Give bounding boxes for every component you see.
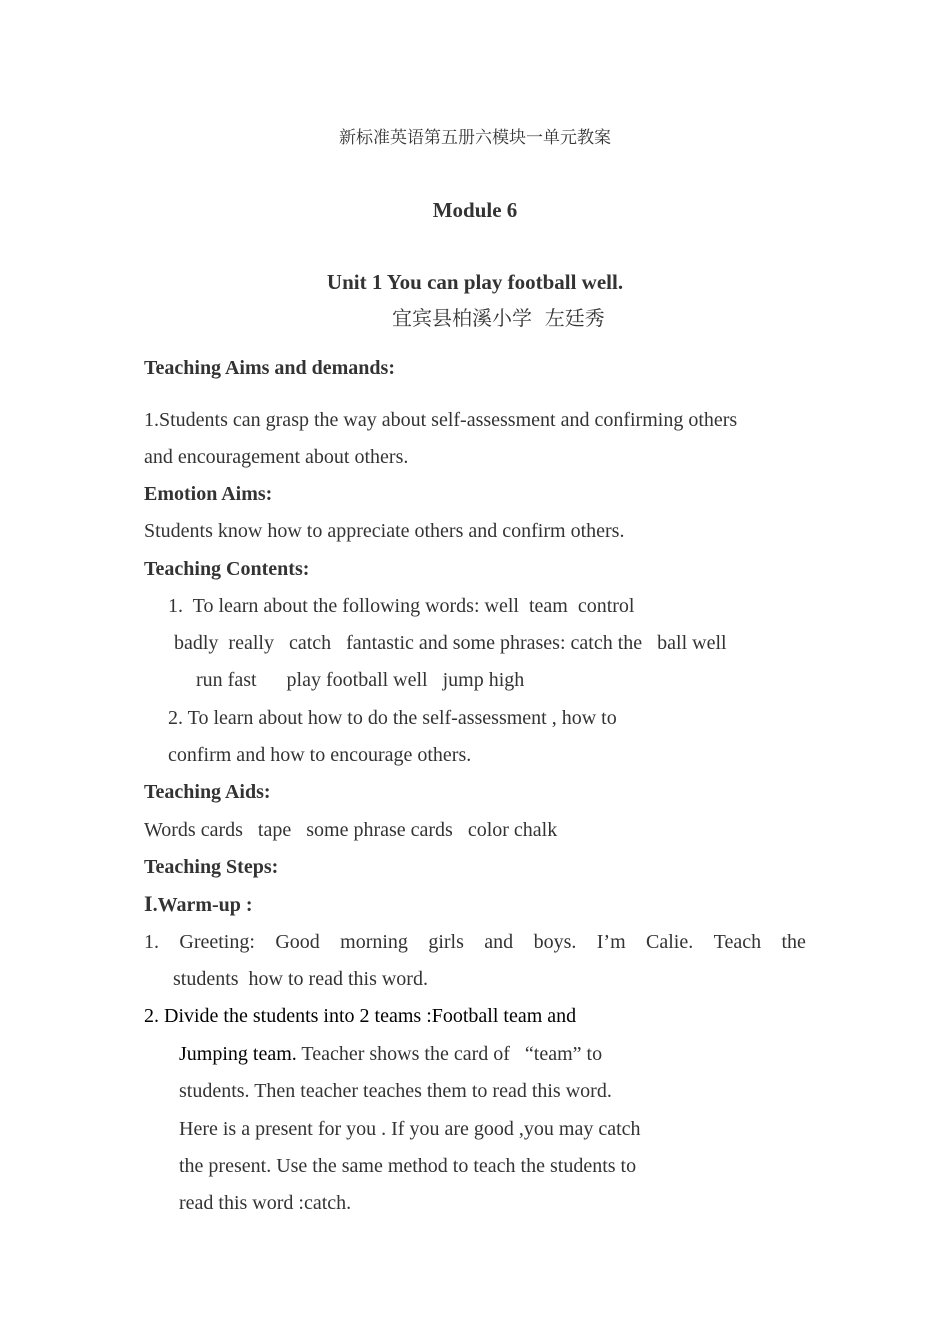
greeting-word: Greeting: (179, 931, 255, 953)
divide-teams-line-6: read this word :catch. (179, 1192, 352, 1214)
emotion-aims-heading: Emotion Aims: (144, 483, 273, 505)
contents-item-1-line-3: run fast play football well jump high (196, 669, 525, 691)
emotion-aims-text: Students know how to appreciate others and confirm others. (144, 520, 625, 542)
warm-up-label: .Warm-up : (152, 894, 253, 916)
jumping-team-text: Jumping team. (179, 1043, 297, 1065)
greeting-word: Good (275, 931, 320, 953)
greeting-word: Calie. (646, 931, 694, 953)
divide-teams-line-2 (179, 1042, 602, 1066)
greeting-word: I’m (596, 931, 626, 953)
warm-up-heading (144, 892, 253, 917)
aims-text-line-2: and encouragement about others. (144, 446, 409, 468)
divide-teams-line-4: Here is a present for you . If you are good ,you may catch (179, 1118, 641, 1140)
author-line: 宜宾县柏溪小学 左廷秀 (392, 306, 605, 330)
teaching-aids-text: Words cards tape some phrase cards color chalk (144, 819, 558, 841)
divide-teams-line-3: students. Then teacher teaches them to read this word. (179, 1080, 612, 1102)
greeting-word: morning (340, 931, 408, 953)
divide-teams-line-5: the present. Use the same method to teach the students to (179, 1155, 637, 1177)
greeting-word: boys. (533, 931, 577, 953)
aims-text-line-1: 1.Students can grasp the way about self-assessment and confirming others (144, 409, 738, 431)
divide-teams-line-1: 2. Divide the students into 2 teams :Football team and (144, 1005, 577, 1027)
teaching-aids-heading: Teaching Aids: (144, 781, 271, 803)
greeting-word: Teach (713, 931, 762, 953)
contents-item-1-line-1: 1. To learn about the following words: well team control (168, 595, 635, 617)
greeting-word: the (781, 931, 806, 953)
greeting-word: and (484, 931, 514, 953)
greeting-line-2: students how to read this word. (173, 968, 428, 990)
document-title: 新标准英语第五册六模块一单元教案 (339, 128, 611, 148)
teaching-steps-heading: Teaching Steps: (144, 856, 279, 878)
aims-heading: Teaching Aims and demands: (144, 357, 395, 379)
teacher-shows-card-text: Teacher shows the card of “team” to (296, 1043, 603, 1065)
greeting-word: 1. (144, 931, 159, 953)
greeting-line (144, 930, 806, 954)
module-heading: Module 6 (432, 198, 518, 222)
contents-item-2-line-1: 2. To learn about how to do the self-assessment , how to (168, 707, 617, 729)
contents-item-2-line-2: confirm and how to encourage others. (168, 744, 472, 766)
teaching-contents-heading: Teaching Contents: (144, 558, 310, 580)
unit-heading: Unit 1 You can play football well. (326, 270, 624, 294)
greeting-word: girls (428, 931, 464, 953)
contents-item-1-line-2: badly really catch fantastic and some phrases: catch the ball well (174, 632, 727, 654)
roman-numeral-one: I (144, 891, 153, 916)
